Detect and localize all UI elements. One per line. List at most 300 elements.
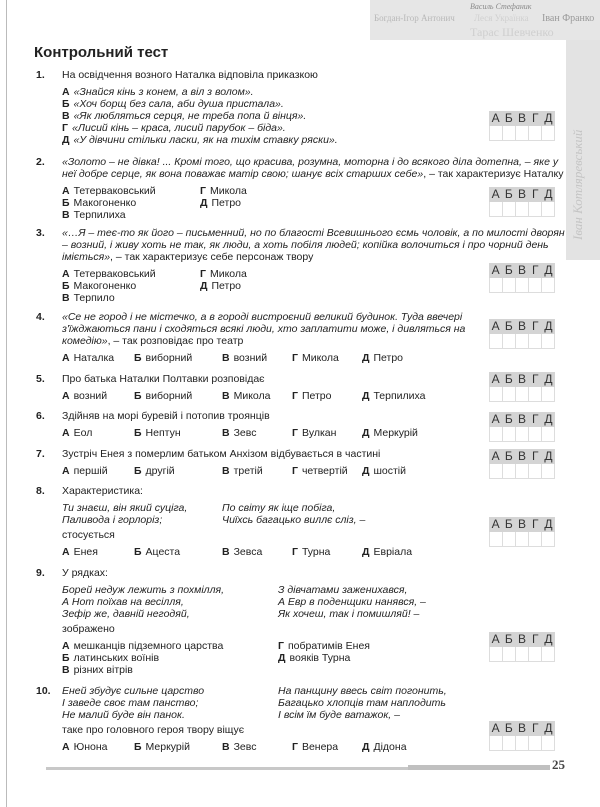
answer-letter: В	[518, 187, 527, 201]
option-row	[62, 352, 482, 364]
option-letter: Б	[62, 98, 70, 110]
stem-text: Зустріч Енея з померлим батьком Анхізом відбувається в частині	[62, 448, 381, 460]
option-letter: А	[62, 546, 70, 558]
answer-letter: В	[518, 111, 527, 125]
option-text: Петро	[373, 352, 404, 364]
poem-line: А Нот поїхав на весілля,	[62, 596, 184, 608]
option-text: «Знайся кінь з конем, а віл з волом».	[73, 86, 254, 98]
option-letter: Г	[62, 122, 68, 134]
answer-cell-2[interactable]	[502, 532, 515, 546]
option-text: різних вітрів	[73, 664, 133, 676]
answer-cell-1[interactable]	[490, 427, 502, 441]
answer-cell-4[interactable]	[528, 278, 541, 292]
option-text: Дідона	[373, 741, 407, 753]
answer-letter: А	[491, 111, 500, 125]
option-row	[62, 292, 566, 304]
option-text: возний	[73, 390, 108, 402]
answer-cell-5[interactable]	[541, 278, 554, 292]
answer-cell-1[interactable]	[490, 202, 502, 216]
answer-letter: Б	[504, 187, 513, 201]
question-number: 7.	[36, 448, 45, 460]
answer-option	[200, 280, 241, 292]
poem-column	[222, 502, 365, 526]
option-text: Евріала	[373, 546, 413, 558]
answer-cell-1[interactable]	[490, 464, 502, 478]
question-stem	[62, 227, 566, 263]
answer-option	[62, 664, 133, 676]
answer-option	[62, 465, 108, 477]
answer-option	[200, 185, 247, 197]
option-text: Юнона	[73, 741, 108, 753]
answer-letter: Б	[504, 721, 513, 735]
option-text: Микола	[209, 185, 247, 197]
option-letter: Г	[292, 546, 298, 558]
option-letter: В	[62, 110, 70, 122]
answer-grid	[489, 517, 555, 547]
question	[36, 448, 553, 477]
question-stem	[62, 69, 476, 81]
option-text: Терпилиха	[373, 390, 426, 402]
answer-cell-1[interactable]	[490, 334, 502, 348]
answer-cell-5[interactable]	[541, 532, 554, 546]
answer-letter: Г	[531, 111, 539, 125]
option-letter: А	[62, 640, 70, 652]
answer-letter: Б	[504, 517, 513, 531]
answer-letter: Г	[531, 632, 539, 646]
question	[36, 685, 553, 753]
question-body	[62, 448, 482, 477]
answer-cell-1[interactable]	[490, 736, 502, 750]
answer-cell-2[interactable]	[502, 202, 515, 216]
question	[36, 372, 553, 402]
option-text: латинських воїнів	[73, 652, 160, 664]
option-text: шостій	[373, 465, 407, 477]
option-letter: Б	[134, 546, 142, 558]
answer-cell-4[interactable]	[528, 736, 541, 750]
answer-option	[62, 546, 98, 558]
answer-letter: Б	[504, 372, 513, 386]
answer-cell-4[interactable]	[528, 427, 541, 441]
question-stem	[62, 410, 482, 422]
option-letter: А	[62, 741, 70, 753]
answer-cell-2[interactable]	[502, 427, 515, 441]
answer-cell-3[interactable]	[515, 278, 528, 292]
option-text: «Лисий кінь – краса, лисий парубок – біда».	[71, 122, 286, 134]
option-text: Меркурій	[145, 741, 190, 753]
answer-option	[362, 390, 426, 402]
option-text: виборний	[145, 352, 193, 364]
answer-grid-cells	[489, 464, 555, 479]
option-text: Петро	[211, 197, 242, 209]
answer-option	[62, 86, 476, 98]
option-letter: Г	[278, 640, 284, 652]
answer-letter: В	[518, 632, 527, 646]
poem-line: На панщину ввесь світ погонить,	[278, 685, 447, 697]
answer-cell-4[interactable]	[528, 387, 541, 401]
answer-letter: Г	[531, 319, 539, 333]
answer-option	[222, 352, 267, 364]
answer-option	[278, 640, 370, 652]
option-text: Микола	[209, 268, 247, 280]
question-stem	[62, 567, 482, 579]
answer-option	[362, 741, 407, 753]
option-letter: Г	[292, 427, 298, 439]
question-stem	[62, 448, 482, 460]
answer-letter: Г	[531, 449, 539, 463]
answer-option	[222, 741, 257, 753]
answer-option	[62, 741, 107, 753]
answer-cell-4[interactable]	[528, 334, 541, 348]
answer-option	[200, 268, 247, 280]
answer-option	[62, 185, 156, 197]
answer-option	[134, 427, 181, 439]
question-body	[62, 373, 482, 402]
option-letter: Д	[200, 197, 208, 209]
answer-cell-5[interactable]	[541, 736, 554, 750]
answer-grid-cells	[489, 202, 555, 217]
poem-column	[278, 685, 447, 721]
option-letter: Г	[200, 268, 206, 280]
answer-grid	[489, 632, 555, 662]
collage-name: Тарас Шевченко	[470, 25, 554, 39]
answer-grid	[489, 721, 555, 751]
option-letter: Б	[134, 352, 142, 364]
answer-option	[292, 352, 339, 364]
option-letter: В	[222, 352, 230, 364]
option-letter: А	[62, 465, 70, 477]
answer-letter: А	[491, 632, 500, 646]
answer-letter: Д	[544, 632, 553, 646]
question-number: 1.	[36, 69, 45, 81]
question	[36, 567, 553, 676]
answer-cell-3[interactable]	[515, 387, 528, 401]
option-text: четвертій	[301, 465, 348, 477]
poem-line: Борей недуж лежить з похмілля,	[62, 584, 225, 596]
option-text: Тетерваковський	[73, 185, 156, 197]
answer-letter: Д	[544, 187, 553, 201]
option-letter: В	[222, 390, 230, 402]
option-letter: А	[62, 352, 70, 364]
question-body	[62, 685, 482, 753]
question-number: 2.	[36, 156, 45, 168]
answer-cell-5[interactable]	[541, 427, 554, 441]
answer-cell-3[interactable]	[515, 427, 528, 441]
poem-column	[278, 584, 426, 620]
option-text: побратимів Енея	[287, 640, 370, 652]
answer-grid	[489, 319, 555, 349]
option-letter: Д	[362, 390, 370, 402]
answer-grid-cells	[489, 647, 555, 662]
page-number: 25	[552, 757, 565, 772]
answer-letter: Д	[544, 412, 553, 426]
question-continuation: таке про головного героя твору віщує	[62, 724, 245, 736]
answer-letter: В	[518, 517, 527, 531]
question-number: 3.	[36, 227, 45, 239]
option-text: Петро	[211, 280, 242, 292]
answer-letter: Г	[531, 263, 539, 277]
answer-letter: Д	[544, 263, 553, 277]
option-text: Терпило	[73, 292, 115, 304]
page-title: Контрольний тест	[34, 44, 169, 61]
answer-cell-1[interactable]	[490, 532, 502, 546]
answer-option	[62, 652, 159, 664]
option-text: «Як любляться серця, не треба попа й вінця».	[73, 110, 307, 122]
answer-letter: А	[491, 263, 500, 277]
answer-grid-header	[489, 319, 555, 334]
answer-option	[62, 280, 136, 292]
answer-cell-3[interactable]	[515, 126, 528, 140]
answer-letter: Б	[504, 632, 513, 646]
option-letter: В	[62, 209, 70, 221]
answer-letter: Д	[544, 372, 553, 386]
answer-grid-cells	[489, 427, 555, 442]
option-letter: Д	[278, 652, 286, 664]
answer-option	[62, 134, 476, 146]
answer-cell-2[interactable]	[502, 126, 515, 140]
option-text: Петро	[301, 390, 332, 402]
poem-line: І заведе своє там панство;	[62, 697, 199, 709]
option-letter: Д	[362, 465, 370, 477]
option-letter: В	[62, 664, 70, 676]
stem-text: Про батька Наталки Полтавки розповідає	[62, 373, 265, 385]
answer-option	[62, 110, 476, 122]
option-row	[62, 390, 482, 402]
answer-cell-4[interactable]	[528, 202, 541, 216]
question	[36, 410, 553, 439]
option-text: Еол	[73, 427, 93, 439]
option-letter: Д	[362, 546, 370, 558]
answer-cell-3[interactable]	[515, 202, 528, 216]
option-letter: Д	[362, 741, 370, 753]
answer-cell-5[interactable]	[541, 334, 554, 348]
option-text: Зевс	[233, 427, 257, 439]
answer-cell-2[interactable]	[502, 647, 515, 661]
question-stem	[62, 485, 482, 497]
answer-cell-4[interactable]	[528, 647, 541, 661]
question-number: 10.	[36, 685, 51, 697]
option-text: вояків Турна	[289, 652, 351, 664]
option-text: другій	[145, 465, 175, 477]
answer-letter: А	[491, 319, 500, 333]
answer-letter: Б	[504, 412, 513, 426]
option-row	[62, 465, 482, 477]
answer-cell-1[interactable]	[490, 278, 502, 292]
answer-cell-1[interactable]	[490, 387, 502, 401]
question-stem	[62, 311, 482, 347]
answer-letter: Д	[544, 721, 553, 735]
answer-letter: Д	[544, 319, 553, 333]
answer-letter: А	[491, 449, 500, 463]
answer-cell-1[interactable]	[490, 647, 502, 661]
answer-cell-3[interactable]	[515, 736, 528, 750]
answer-grid-header	[489, 632, 555, 647]
question	[36, 156, 566, 221]
answer-letter: В	[518, 372, 527, 386]
answer-option	[222, 427, 257, 439]
option-text: Терпилиха	[73, 209, 126, 221]
answer-cell-2[interactable]	[502, 278, 515, 292]
question-number: 5.	[36, 373, 45, 385]
answer-cell-4[interactable]	[528, 532, 541, 546]
question	[36, 69, 553, 146]
option-text: мешканців підземного царства	[73, 640, 224, 652]
stem-text: «Се не город і не містечко, а в городі вистроєний великий будинок. Туда ввечері з'їжджаються пани і сходяться всякі люди, хто заплатити може, і дивляться на комедію»	[62, 311, 466, 347]
answer-option	[292, 741, 338, 753]
option-letter: Г	[292, 465, 298, 477]
question-number: 4.	[36, 311, 45, 323]
option-text: «У дівчини стільки ласки, як на тихім ставку ряски».	[73, 134, 338, 146]
option-letter: А	[62, 268, 70, 280]
poem-line: З дівчатами заженихався,	[278, 584, 408, 596]
option-row	[62, 664, 482, 676]
answer-cell-3[interactable]	[515, 334, 528, 348]
answer-grid	[489, 372, 555, 402]
option-text: Вулкан	[301, 427, 337, 439]
answer-grid-cells	[489, 278, 555, 293]
answer-option	[362, 546, 412, 558]
answer-option	[278, 652, 350, 664]
answer-letter: Д	[544, 517, 553, 531]
option-text: возний	[233, 352, 268, 364]
answer-cell-4[interactable]	[528, 126, 541, 140]
option-letter: Г	[200, 185, 206, 197]
answer-option	[292, 546, 330, 558]
question	[36, 485, 553, 558]
answer-option	[292, 465, 348, 477]
answer-letter: В	[518, 721, 527, 735]
answer-letter: Д	[544, 449, 553, 463]
side-name-strip	[566, 40, 600, 260]
answer-grid-header	[489, 263, 555, 278]
answer-cell-5[interactable]	[541, 202, 554, 216]
question-number: 9.	[36, 567, 45, 579]
stem-text: «Золото – не дівка! ... Кромі того, що красива, розумна, моторна і до всякого діла дотепна, – яке у неї добре серце, як вона поважає матір свою; шанує всіх старших себе»	[62, 156, 559, 180]
answer-option	[62, 98, 476, 110]
answer-option	[134, 465, 175, 477]
option-text: третій	[233, 465, 263, 477]
answer-grid-header	[489, 111, 555, 126]
option-letter: Б	[134, 427, 142, 439]
option-letter: А	[62, 86, 70, 98]
option-letter: В	[222, 546, 230, 558]
stem-text: , – так характеризує себе персонаж твору	[110, 251, 314, 263]
option-text: Микола	[301, 352, 339, 364]
option-letter: Г	[292, 741, 298, 753]
option-text: Ацеста	[145, 546, 181, 558]
stem-text: , – так розповідає про театр	[107, 335, 244, 347]
answer-cell-5[interactable]	[541, 647, 554, 661]
answer-grid-cells	[489, 387, 555, 402]
option-letter: Б	[134, 741, 142, 753]
poem-line: По світу як іще побіга,	[222, 502, 336, 514]
question-list	[36, 69, 566, 753]
answer-cell-3[interactable]	[515, 647, 528, 661]
answer-grid	[489, 412, 555, 442]
answer-option	[362, 352, 403, 364]
answer-option	[222, 465, 263, 477]
poem-line: Ти знаєш, він який суціга,	[62, 502, 188, 514]
answer-cell-2[interactable]	[502, 387, 515, 401]
answer-letter: В	[518, 449, 527, 463]
answer-option	[62, 427, 92, 439]
answer-option	[62, 122, 476, 134]
answer-option	[134, 741, 190, 753]
answer-cell-3[interactable]	[515, 464, 528, 478]
question-continuation: стосується	[62, 529, 115, 541]
option-letter: В	[62, 292, 70, 304]
answer-letter: Г	[531, 412, 539, 426]
answer-letter: Д	[544, 111, 553, 125]
footer-rule-accent	[408, 765, 550, 770]
option-text: «Хоч борщ без сала, аби душа пристала».	[73, 98, 284, 110]
option-text: Тетерваковський	[73, 268, 156, 280]
answer-grid-header	[489, 517, 555, 532]
option-text: Макогоненко	[73, 197, 137, 209]
answer-letter: Б	[504, 263, 513, 277]
option-text: першій	[73, 465, 108, 477]
answer-cell-2[interactable]	[502, 464, 515, 478]
answer-grid-cells	[489, 532, 555, 547]
option-letter: В	[222, 465, 230, 477]
poem	[62, 502, 482, 526]
option-letter: А	[62, 390, 70, 402]
answer-grid-header	[489, 187, 555, 202]
header-name-collage	[370, 0, 600, 40]
option-letter: Д	[200, 280, 208, 292]
answer-option	[62, 352, 114, 364]
option-letter: В	[222, 741, 230, 753]
stem-text: , – так характеризує Наталку	[423, 168, 564, 180]
question-stem	[62, 156, 566, 180]
answer-cell-2[interactable]	[502, 736, 515, 750]
answer-option	[62, 640, 223, 652]
answer-grid	[489, 111, 555, 141]
question-body	[62, 311, 482, 364]
stem-text: Здійняв на морі буревій і потопив троянців	[62, 410, 270, 422]
question-continuation: зображено	[62, 623, 115, 635]
answer-cell-4[interactable]	[528, 464, 541, 478]
answer-option	[134, 352, 192, 364]
answer-cell-1[interactable]	[490, 126, 502, 140]
option-row	[62, 427, 482, 439]
answer-option	[200, 197, 241, 209]
option-letter: Г	[292, 352, 298, 364]
answer-option	[62, 197, 136, 209]
answer-option	[62, 209, 126, 221]
answer-grid-cells	[489, 126, 555, 141]
poem-line: Паливода і горлоріз;	[62, 514, 163, 526]
question	[36, 227, 566, 304]
option-letter: Б	[62, 280, 70, 292]
answer-cell-5[interactable]	[541, 464, 554, 478]
answer-option	[62, 292, 115, 304]
answer-cell-5[interactable]	[541, 387, 554, 401]
answer-letter: А	[491, 517, 500, 531]
answer-letter: Г	[531, 517, 539, 531]
option-letter: Б	[134, 390, 142, 402]
answer-option	[362, 427, 418, 439]
answer-letter: Б	[504, 449, 513, 463]
poem-line: Не малий буде він панок.	[62, 709, 185, 721]
answer-cell-2[interactable]	[502, 334, 515, 348]
poem-line: І всім їм буде ватажок, –	[278, 709, 400, 721]
page-edge-line	[6, 0, 7, 807]
option-text: Наталка	[73, 352, 115, 364]
answer-option	[362, 465, 406, 477]
answer-cell-3[interactable]	[515, 532, 528, 546]
answer-letter: А	[491, 412, 500, 426]
answer-cell-5[interactable]	[541, 126, 554, 140]
